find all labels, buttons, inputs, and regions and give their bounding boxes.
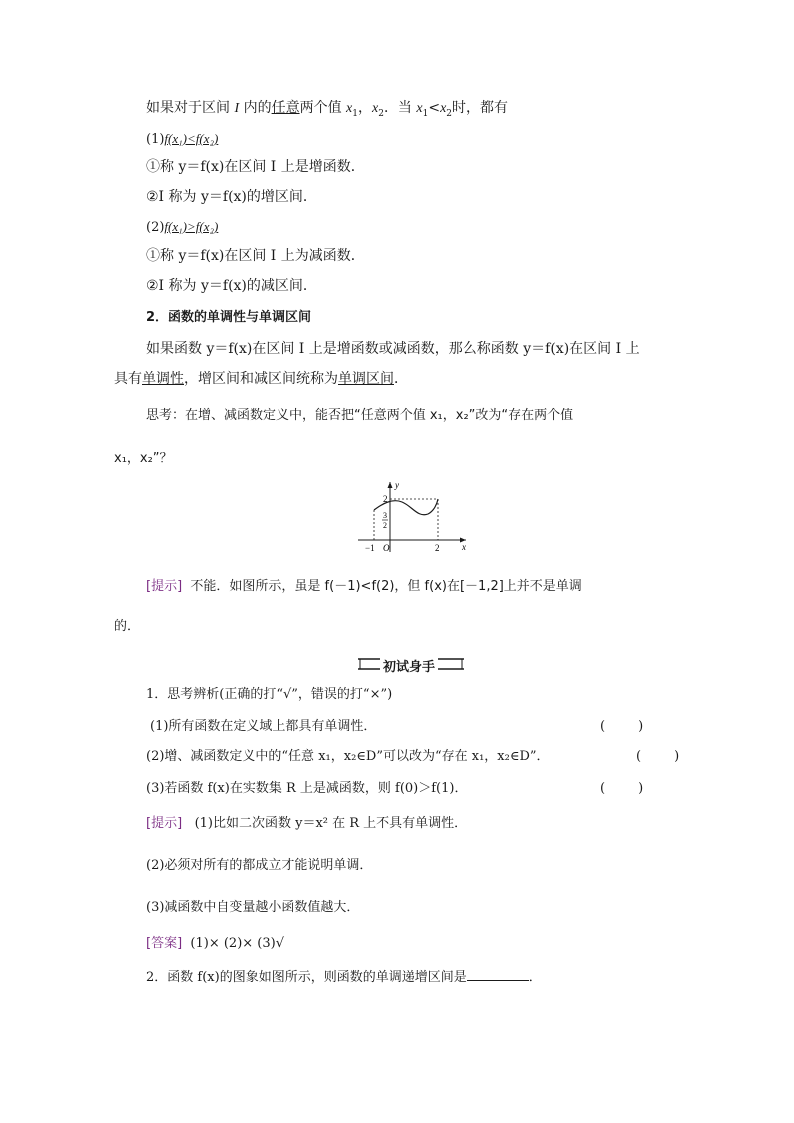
q2-stem: 2．函数 f(x)的图象如图所示，则函数的单调递增区间是 ． [146, 966, 542, 987]
keyword-monotonic-interval: 单调区间 [338, 371, 394, 387]
case2-condition: (2)f(x₁)>f(x₂) [146, 219, 219, 235]
hint1-line2: 的． [114, 619, 141, 634]
tick-label-neg1: −1 [365, 543, 375, 553]
keyword-monotonicity: 单调性 [142, 371, 184, 387]
q1-stem: 1．思考辨析(正确的打“√”，错误的打“×”) [146, 687, 393, 702]
think-line2: x₁，x₂”？ [114, 451, 173, 466]
keyword-any: 任意 [271, 100, 300, 116]
q1-answer: [答案] (1)× (2)× (3)√ [146, 936, 284, 951]
q2-answer-blank[interactable] [467, 966, 529, 981]
q1-hint2: (2)必须对所有的都成立才能说明单调． [146, 858, 373, 873]
q1-item3: (3)若函数 f(x)在实数集 R 上是减函数，则 f(0)＞f(1)． [146, 781, 468, 796]
tick-label-frac-num: 3 [383, 511, 387, 520]
q1-item1-answer-blank[interactable]: ( ) [600, 719, 644, 734]
tick-label-frac-den: 2 [383, 521, 387, 530]
tick-label-2-y: 2 [383, 494, 388, 504]
case1-item2: ②I 称为 y＝f(x)的增区间． [146, 189, 317, 205]
section2-heading: 2．函数的单调性与单调区间 [146, 310, 312, 325]
case2-item1: ①称 y＝f(x)在区间 I 上为减函数． [146, 248, 365, 264]
section-banner [358, 655, 464, 673]
banner-title: 初试身手 [380, 656, 438, 675]
q1-item1: (1)所有函数在定义域上都具有单调性． [150, 719, 377, 734]
think-line1: 思考：在增、减函数定义中，能否把“任意两个值 x₁，x₂”改为“存在两个值 [146, 408, 574, 423]
y-axis-label: y [395, 480, 399, 490]
case2-item2: ②I 称为 y＝f(x)的减区间． [146, 278, 317, 294]
q1-item2-answer-blank[interactable]: ( ) [636, 749, 680, 764]
q1-item2: (2)增、减函数定义中的“任意 x₁，x₂∈D”可以改为“存在 x₁，x₂∈D”． [146, 749, 550, 764]
section2-para-line2: 具有单调性，增区间和减区间统称为单调区间． [114, 371, 408, 387]
q1-hint3: (3)减函数中自变量越小函数值越大． [146, 900, 360, 915]
section2-para-line1: 如果函数 y＝f(x)在区间 I 上是增函数或减函数，那么称函数 y＝f(x)在区间 I 上 [146, 341, 640, 357]
answer-tag: [答案] [146, 936, 183, 951]
tick-label-2-x: 2 [435, 543, 440, 553]
hint-tag: [提示] [146, 579, 183, 594]
definition-intro: 如果对于区间 I 内的任意两个值 $x_1$，$x_2$．当 $x_1<x_2$时，都有 [146, 100, 509, 119]
hint1-line1: [提示] 不能．如图所示，虽是 f(－1)<f(2)，但 f(x)在[－1,2]上并不是单调 [146, 579, 582, 594]
y-axis-arrow [388, 482, 393, 488]
case1-item1: ①称 y＝f(x)在区间 I 上是增函数． [146, 159, 365, 175]
origin-label: O [383, 543, 390, 553]
q1-hint-tag: [提示] [146, 816, 183, 831]
function-graph-figure [352, 478, 476, 558]
case1-condition: (1)f(x₁)<f(x₂) [146, 131, 219, 147]
q1-item3-answer-blank[interactable]: ( ) [600, 781, 644, 796]
x-axis-label: x [462, 542, 466, 552]
q1-hint1: [提示] (1)比如二次函数 y＝x² 在 R 上不具有单调性． [146, 816, 468, 831]
